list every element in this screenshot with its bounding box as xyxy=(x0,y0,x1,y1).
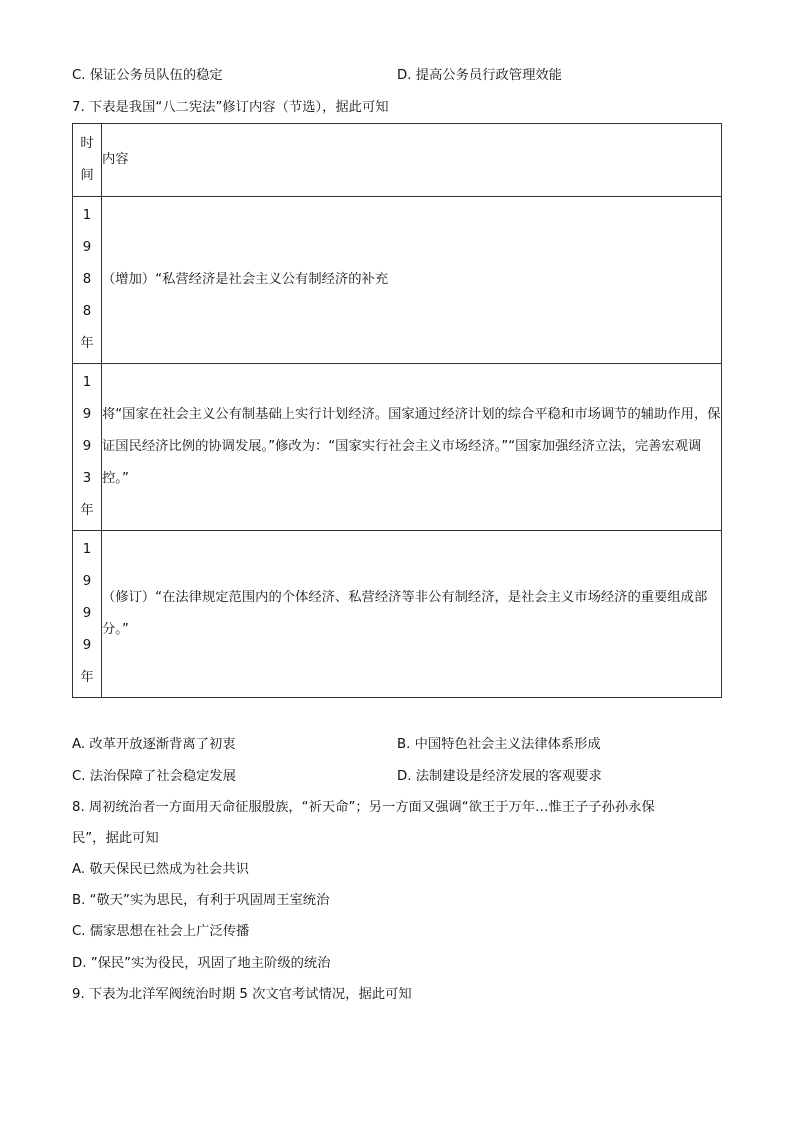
table-row xyxy=(73,197,722,364)
year-char: 9 xyxy=(82,240,92,255)
year-cell xyxy=(73,531,102,698)
q8-stem-line2: 民”，据此可知 xyxy=(72,831,159,846)
content-cell: （增加）“私营经济是社会主义公有制经济的补充 xyxy=(102,197,722,364)
year-char: 9 xyxy=(82,439,92,454)
q8-option-a: A. 敬天保民已然成为社会共识 xyxy=(72,862,249,877)
q7-option-c: C. 法治保障了社会稳定发展 xyxy=(72,769,237,784)
content-cell: 将“国家在社会主义公有制基础上实行计划经济。国家通过经济计划的综合平稳和市场调节的辅助作用，保证国民经济比例的协调发展。”修改为：“国家实行社会主义市场经济。”“国家加强经济立法，完善宏观调控。” xyxy=(102,364,722,531)
amendment-table xyxy=(72,123,722,698)
table-header-row xyxy=(73,124,722,197)
q7-option-b: B. 中国特色社会主义法律体系形成 xyxy=(397,737,601,752)
content-cell: （修订）“在法律规定范围内的个体经济、私营经济等非公有制经济，是社会主义市场经济的重要组成部分。” xyxy=(102,531,722,698)
table-row xyxy=(73,531,722,698)
q9-stem: 9. 下表为北洋军阀统治时期 5 次文官考试情况，据此可知 xyxy=(72,987,412,1002)
year-char: 8 xyxy=(82,272,92,287)
header-content-cell: 内容 xyxy=(102,124,722,197)
year-char: 1 xyxy=(82,375,92,390)
prev-option-c: C. 保证公务员队伍的稳定 xyxy=(72,68,223,83)
year-char: 9 xyxy=(82,606,92,621)
q7-stem: 7. 下表是我国“八二宪法”修订内容（节选），据此可知 xyxy=(72,100,389,115)
year-char: 3 xyxy=(82,471,92,486)
q8-option-d: D. ”保民”实为役民，巩固了地主阶级的统治 xyxy=(72,956,331,971)
year-char: 年 xyxy=(80,336,94,351)
year-char: 年 xyxy=(80,503,94,518)
q7-option-a: A. 改革开放逐渐背离了初衷 xyxy=(72,737,236,752)
q8-option-b: B. “敬天”实为思民，有利于巩固周王室统治 xyxy=(72,893,330,908)
q7-option-d: D. 法制建设是经济发展的客观要求 xyxy=(397,769,602,784)
year-char: 1 xyxy=(82,542,92,557)
year-char: 9 xyxy=(82,574,92,589)
prev-option-d: D. 提高公务员行政管理效能 xyxy=(397,68,562,83)
year-char: 年 xyxy=(80,670,94,685)
q8-stem-line1: 8. 周初统治者一方面用天命征服殷族，“祈天命”；另一方面又强调“欲王于万年…惟王子子孙孙永保 xyxy=(72,800,655,815)
q8-option-c: C. 儒家思想在社会上广泛传播 xyxy=(72,924,250,939)
year-char: 1 xyxy=(82,208,92,223)
header-time-char: 时 xyxy=(80,136,94,151)
year-char: 9 xyxy=(82,407,92,422)
header-time-char: 间 xyxy=(80,168,94,183)
header-time-cell xyxy=(73,124,102,197)
year-char: 8 xyxy=(82,304,92,319)
year-char: 9 xyxy=(82,638,92,653)
table-row xyxy=(73,364,722,531)
year-cell xyxy=(73,197,102,364)
year-cell xyxy=(73,364,102,531)
